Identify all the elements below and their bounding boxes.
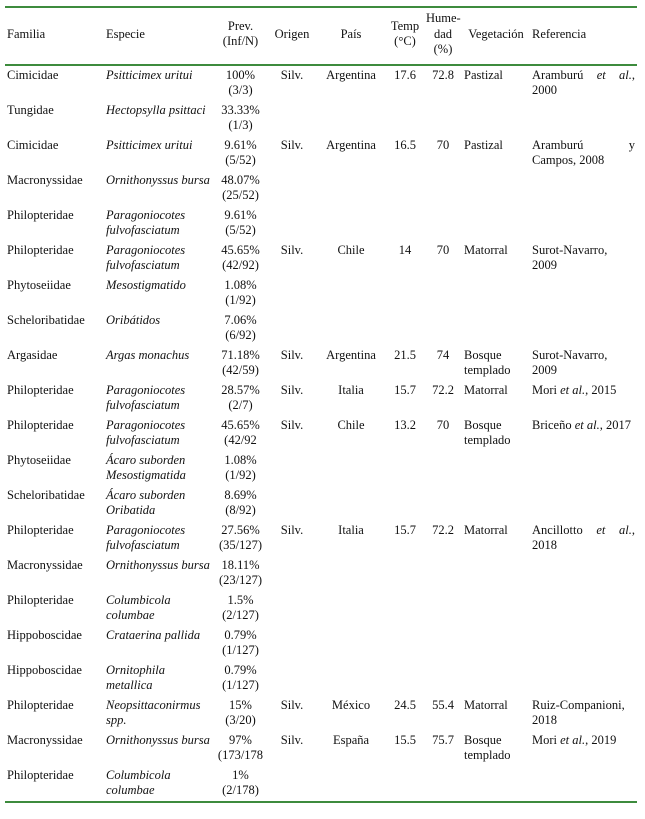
cell-temp: 17.6 <box>394 67 416 82</box>
cell-origen: Silv. <box>280 67 304 82</box>
cell-prevalencia: 45.65% (42/92) <box>221 242 260 272</box>
cell-temp <box>386 556 424 591</box>
table-row <box>5 661 637 696</box>
cell-referencia: Mori et al., 2015 <box>532 382 617 397</box>
cell-prevalencia: 18.11% (23/127) <box>218 557 263 587</box>
cell-familia: Macronyssidae <box>7 732 83 747</box>
cell-especie: Argas monachus <box>106 347 190 362</box>
cell-pais: Argentina <box>326 137 376 152</box>
table-header-row <box>5 7 637 65</box>
cell-pais <box>316 101 386 136</box>
table-row <box>5 416 637 451</box>
header-pais: País <box>340 26 362 41</box>
cell-referencia: Briceño et al., 2017 <box>532 417 631 432</box>
cell-especie: Psitticimex uritui <box>106 137 193 152</box>
cell-temp <box>386 486 424 521</box>
cell-origen <box>268 591 316 626</box>
cell-especie: Ornithonyssus bursa <box>106 732 210 747</box>
cell-temp <box>386 171 424 206</box>
table-row <box>5 381 637 416</box>
cell-vegetacion <box>462 556 530 591</box>
cell-pais <box>316 171 386 206</box>
cell-humedad <box>424 206 462 241</box>
cell-familia: Philopteridae <box>7 522 74 537</box>
cell-origen <box>268 171 316 206</box>
cell-vegetacion <box>462 311 530 346</box>
cell-referencia <box>530 486 637 521</box>
cell-referencia: Surot-Navarro, 2009 <box>532 242 608 272</box>
cell-familia: Phytoseiidae <box>7 452 71 467</box>
cell-origen: Silv. <box>280 522 304 537</box>
cell-temp <box>386 661 424 696</box>
cell-humedad <box>424 486 462 521</box>
cell-vegetacion <box>462 486 530 521</box>
cell-humedad <box>424 556 462 591</box>
cell-humedad: 70 <box>436 137 450 152</box>
cell-especie: Oribátidos <box>106 312 161 327</box>
cell-prevalencia: 9.61% (5/52) <box>224 137 257 167</box>
cell-vegetacion <box>462 276 530 311</box>
cell-familia: Philopteridae <box>7 592 74 607</box>
cell-temp <box>386 591 424 626</box>
table-body <box>5 65 637 802</box>
header-temp: Temp (°C) <box>390 18 420 49</box>
cell-origen: Silv. <box>280 732 304 747</box>
cell-prevalencia: 0.79% (1/127) <box>222 627 259 657</box>
cell-pais <box>316 206 386 241</box>
cell-pais: México <box>331 697 371 712</box>
cell-pais: Argentina <box>326 347 376 362</box>
cell-humedad <box>424 311 462 346</box>
table-row <box>5 136 637 171</box>
cell-especie: Paragoniocotes fulvofasciatum <box>106 242 186 272</box>
cell-temp <box>386 206 424 241</box>
cell-especie: Psitticimex uritui <box>106 67 193 82</box>
cell-vegetacion: Pastizal <box>464 137 503 152</box>
cell-vegetacion <box>462 101 530 136</box>
cell-pais <box>316 486 386 521</box>
cell-familia: Philopteridae <box>7 417 74 432</box>
cell-prevalencia: 45.65% (42/92 <box>221 417 260 447</box>
table-row <box>5 346 637 381</box>
cell-referencia <box>530 276 637 311</box>
cell-familia: Macronyssidae <box>7 172 83 187</box>
data-table <box>5 6 637 803</box>
cell-prevalencia: 1.08% (1/92) <box>224 277 257 307</box>
table-row <box>5 65 637 101</box>
cell-referencia <box>530 101 637 136</box>
table-row <box>5 591 637 626</box>
cell-vegetacion <box>462 171 530 206</box>
table-row <box>5 556 637 591</box>
cell-vegetacion: Matorral <box>464 242 508 257</box>
cell-humedad <box>424 451 462 486</box>
cell-origen: Silv. <box>280 347 304 362</box>
cell-temp <box>386 276 424 311</box>
cell-prevalencia: 15% (3/20) <box>225 697 256 727</box>
cell-origen <box>268 206 316 241</box>
table-row <box>5 101 637 136</box>
cell-temp: 16.5 <box>394 137 416 152</box>
cell-familia: Macronyssidae <box>7 557 83 572</box>
cell-vegetacion <box>462 661 530 696</box>
cell-pais: España <box>332 732 370 747</box>
cell-temp <box>386 101 424 136</box>
table-row <box>5 451 637 486</box>
cell-temp: 14 <box>398 242 412 257</box>
cell-origen <box>268 276 316 311</box>
table-row <box>5 206 637 241</box>
cell-vegetacion: Pastizal <box>464 67 503 82</box>
cell-vegetacion <box>462 626 530 661</box>
cell-humedad: 72.2 <box>432 382 454 397</box>
cell-humedad <box>424 171 462 206</box>
cell-familia: Philopteridae <box>7 382 74 397</box>
cell-especie: Ácaro suborden Mesostigmatida <box>106 452 186 482</box>
cell-humedad: 75.7 <box>432 732 454 747</box>
cell-referencia <box>530 451 637 486</box>
cell-especie: Columbicola columbae <box>106 767 171 797</box>
cell-vegetacion <box>462 766 530 802</box>
cell-temp: 15.7 <box>394 522 416 537</box>
cell-pais: Italia <box>338 522 364 537</box>
cell-familia: Cimicidae <box>7 137 59 152</box>
cell-humedad: 74 <box>436 347 450 362</box>
cell-prevalencia: 28.57% (2/7) <box>221 382 260 412</box>
table-row <box>5 276 637 311</box>
header-referencia: Referencia <box>532 26 587 41</box>
cell-referencia: Aramburú et al., 2000 <box>532 67 635 97</box>
cell-temp <box>386 451 424 486</box>
cell-referencia: Ruiz-Companioni, 2018 <box>532 697 625 727</box>
table-row <box>5 626 637 661</box>
cell-especie: Paragoniocotes fulvofasciatum <box>106 207 186 237</box>
cell-origen <box>268 311 316 346</box>
table-row <box>5 696 637 731</box>
header-prev: Prev. (Inf/N) <box>222 18 259 49</box>
cell-prevalencia: 9.61% (5/52) <box>224 207 257 237</box>
cell-origen <box>268 766 316 802</box>
cell-humedad <box>424 276 462 311</box>
table-row <box>5 731 637 766</box>
cell-prevalencia: 71.18% (42/59) <box>221 347 260 377</box>
cell-humedad: 72.8 <box>432 67 454 82</box>
header-vegetacion: Vegetación <box>468 26 524 41</box>
cell-pais <box>316 661 386 696</box>
cell-temp <box>386 311 424 346</box>
cell-temp <box>386 766 424 802</box>
cell-prevalencia: 100% (3/3) <box>225 67 256 97</box>
cell-referencia: Ancillotto et al., 2018 <box>532 522 636 552</box>
table-row <box>5 766 637 802</box>
cell-especie: Ornitophila metallica <box>106 662 166 692</box>
cell-pais <box>316 276 386 311</box>
cell-referencia: Mori et al., 2019 <box>532 732 617 747</box>
table-row <box>5 311 637 346</box>
cell-prevalencia: 8.69% (8/92) <box>224 487 257 517</box>
cell-origen <box>268 661 316 696</box>
cell-especie: Columbicola columbae <box>106 592 171 622</box>
header-origen: Origen <box>274 26 310 41</box>
cell-prevalencia: 1% (2/178) <box>222 767 259 797</box>
cell-referencia <box>530 591 637 626</box>
cell-especie: Neopsittaconirmus spp. <box>106 697 201 727</box>
cell-familia: Cimicidae <box>7 67 59 82</box>
cell-temp: 13.2 <box>394 417 416 432</box>
cell-familia: Hippoboscidae <box>7 627 82 642</box>
cell-temp: 21.5 <box>394 347 416 362</box>
cell-especie: Ornithonyssus bursa <box>106 557 210 572</box>
cell-pais <box>316 591 386 626</box>
cell-especie: Crataerina pallida <box>106 627 201 642</box>
cell-origen <box>268 556 316 591</box>
cell-especie: Hectopsylla psittaci <box>106 102 206 117</box>
cell-pais <box>316 766 386 802</box>
cell-referencia <box>530 556 637 591</box>
cell-familia: Philopteridae <box>7 207 74 222</box>
cell-vegetacion: Matorral <box>464 522 508 537</box>
cell-origen <box>268 451 316 486</box>
cell-pais: Italia <box>338 382 364 397</box>
cell-vegetacion <box>462 591 530 626</box>
cell-temp <box>386 626 424 661</box>
cell-referencia: Aramburú y Campos, 2008 <box>532 137 635 167</box>
cell-humedad: 72.2 <box>432 522 454 537</box>
cell-prevalencia: 33.33% (1/3) <box>221 102 260 132</box>
cell-prevalencia: 1.5% (2/127) <box>222 592 259 622</box>
cell-origen <box>268 486 316 521</box>
cell-humedad <box>424 661 462 696</box>
cell-vegetacion: Bosque templado <box>464 732 511 762</box>
cell-prevalencia: 1.08% (1/92) <box>224 452 257 482</box>
cell-vegetacion: Bosque templado <box>464 347 511 377</box>
cell-origen <box>268 626 316 661</box>
table-row <box>5 486 637 521</box>
cell-pais <box>316 626 386 661</box>
cell-humedad <box>424 626 462 661</box>
cell-familia: Tungidae <box>7 102 54 117</box>
cell-prevalencia: 0.79% (1/127) <box>222 662 259 692</box>
cell-humedad: 70 <box>436 242 450 257</box>
cell-temp: 15.7 <box>394 382 416 397</box>
cell-vegetacion: Matorral <box>464 697 508 712</box>
table-row <box>5 241 637 276</box>
cell-humedad: 70 <box>436 417 450 432</box>
cell-origen: Silv. <box>280 417 304 432</box>
cell-pais: Chile <box>337 417 365 432</box>
cell-referencia <box>530 661 637 696</box>
cell-humedad <box>424 766 462 802</box>
cell-prevalencia: 48.07% (25/52) <box>221 172 260 202</box>
cell-humedad <box>424 591 462 626</box>
cell-referencia <box>530 626 637 661</box>
cell-origen: Silv. <box>280 697 304 712</box>
cell-especie: Paragoniocotes fulvofasciatum <box>106 417 186 447</box>
cell-origen <box>268 101 316 136</box>
cell-vegetacion <box>462 206 530 241</box>
cell-origen: Silv. <box>280 137 304 152</box>
cell-familia: Hippoboscidae <box>7 662 82 677</box>
cell-referencia: Surot-Navarro, 2009 <box>532 347 608 377</box>
cell-especie: Ácaro suborden Oribatida <box>106 487 186 517</box>
cell-referencia <box>530 766 637 802</box>
cell-prevalencia: 27.56% (35/127) <box>218 522 263 552</box>
cell-pais: Argentina <box>326 67 376 82</box>
cell-origen: Silv. <box>280 242 304 257</box>
cell-vegetacion: Matorral <box>464 382 508 397</box>
cell-especie: Paragoniocotes fulvofasciatum <box>106 522 186 552</box>
cell-pais <box>316 311 386 346</box>
table-row <box>5 521 637 556</box>
cell-origen: Silv. <box>280 382 304 397</box>
cell-familia: Scheloribatidae <box>7 487 85 502</box>
cell-familia: Philopteridae <box>7 697 74 712</box>
cell-familia: Philopteridae <box>7 767 74 782</box>
cell-familia: Argasidae <box>7 347 58 362</box>
cell-prevalencia: 97% (173/178 <box>217 732 264 762</box>
cell-referencia <box>530 206 637 241</box>
table-row <box>5 171 637 206</box>
cell-pais <box>316 451 386 486</box>
cell-temp: 15.5 <box>394 732 416 747</box>
cell-pais <box>316 556 386 591</box>
cell-humedad <box>424 101 462 136</box>
cell-especie: Paragoniocotes fulvofasciatum <box>106 382 186 412</box>
cell-especie: Mesostigmatido <box>106 277 186 292</box>
header-especie: Especie <box>106 26 145 41</box>
cell-familia: Phytoseiidae <box>7 277 71 292</box>
cell-referencia <box>530 311 637 346</box>
cell-vegetacion: Bosque templado <box>464 417 511 447</box>
cell-familia: Scheloribatidae <box>7 312 85 327</box>
cell-prevalencia: 7.06% (6/92) <box>224 312 257 342</box>
cell-temp: 24.5 <box>394 697 416 712</box>
cell-especie: Ornithonyssus bursa <box>106 172 210 187</box>
header-humedad: Hume- dad (%) <box>426 11 461 56</box>
cell-vegetacion <box>462 451 530 486</box>
cell-pais: Chile <box>337 242 365 257</box>
cell-familia: Philopteridae <box>7 242 74 257</box>
cell-referencia <box>530 171 637 206</box>
header-familia: Familia <box>7 26 46 41</box>
cell-humedad: 55.4 <box>432 697 454 712</box>
